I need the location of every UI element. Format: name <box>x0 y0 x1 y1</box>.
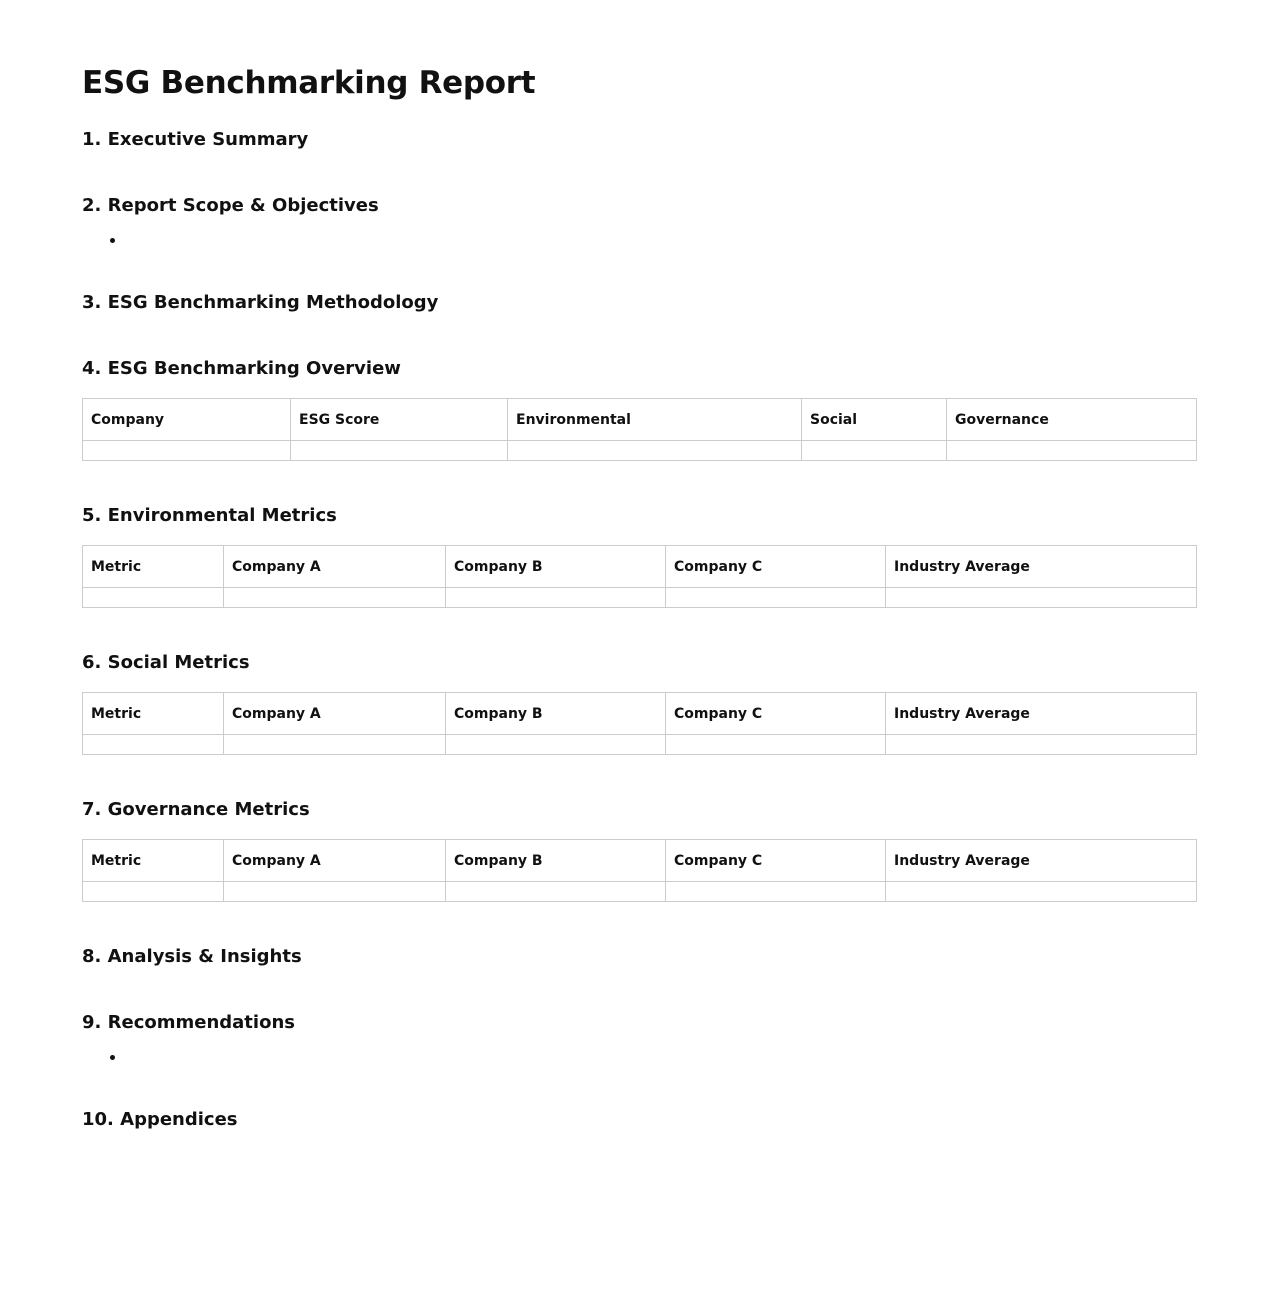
table-cell <box>83 882 224 902</box>
section-heading-environmental: 5. Environmental Metrics <box>82 505 337 526</box>
section-heading-appendices: 10. Appendices <box>82 1109 238 1130</box>
table-cell <box>666 882 886 902</box>
table-header-row <box>83 840 1197 882</box>
governance-metrics-table <box>82 839 1197 902</box>
table-cell <box>83 588 224 608</box>
column-header: Environmental <box>508 399 802 441</box>
column-header: Company B <box>446 840 666 882</box>
table-header-row <box>83 546 1197 588</box>
column-header: Company <box>83 399 291 441</box>
table-cell <box>291 441 508 461</box>
table-row <box>83 882 1197 902</box>
table-cell <box>886 735 1197 755</box>
column-header: Metric <box>83 546 224 588</box>
overview-table <box>82 398 1197 461</box>
section-heading-social: 6. Social Metrics <box>82 652 250 673</box>
table-cell <box>224 882 446 902</box>
list-item <box>127 1050 1196 1066</box>
column-header: Company A <box>224 693 446 735</box>
table-row <box>83 735 1197 755</box>
section-heading-executive-summary: 1. Executive Summary <box>82 129 309 150</box>
table-cell <box>446 588 666 608</box>
table-header-row <box>83 399 1197 441</box>
column-header: Company A <box>224 840 446 882</box>
column-header: Industry Average <box>886 693 1197 735</box>
table-cell <box>224 735 446 755</box>
column-header: Metric <box>83 840 224 882</box>
section-heading-recommendations: 9. Recommendations <box>82 1012 295 1033</box>
table-cell <box>83 735 224 755</box>
table-cell <box>224 588 446 608</box>
table-cell <box>802 441 947 461</box>
section-heading-scope: 2. Report Scope & Objectives <box>82 195 379 216</box>
column-header: Industry Average <box>886 546 1197 588</box>
table-cell <box>666 588 886 608</box>
table-cell <box>947 441 1197 461</box>
column-header: Company C <box>666 546 886 588</box>
table-cell <box>83 441 291 461</box>
recommendations-list <box>82 1050 1196 1066</box>
table-cell <box>446 882 666 902</box>
column-header: Company B <box>446 693 666 735</box>
column-header: Social <box>802 399 947 441</box>
table-cell <box>886 588 1197 608</box>
column-header: Company C <box>666 840 886 882</box>
table-cell <box>666 735 886 755</box>
column-header: Company B <box>446 546 666 588</box>
table-row <box>83 441 1197 461</box>
column-header: Governance <box>947 399 1197 441</box>
scope-list <box>82 233 1196 249</box>
table-header-row <box>83 693 1197 735</box>
table-cell <box>446 735 666 755</box>
section-heading-governance: 7. Governance Metrics <box>82 799 310 820</box>
social-metrics-table <box>82 692 1197 755</box>
section-heading-methodology: 3. ESG Benchmarking Methodology <box>82 292 439 313</box>
column-header: Company A <box>224 546 446 588</box>
list-item <box>127 233 1196 249</box>
table-cell <box>508 441 802 461</box>
section-heading-analysis: 8. Analysis & Insights <box>82 946 302 967</box>
column-header: ESG Score <box>291 399 508 441</box>
table-cell <box>886 882 1197 902</box>
page-title: ESG Benchmarking Report <box>82 65 536 101</box>
environmental-metrics-table <box>82 545 1197 608</box>
column-header: Company C <box>666 693 886 735</box>
column-header: Metric <box>83 693 224 735</box>
section-heading-overview: 4. ESG Benchmarking Overview <box>82 358 401 379</box>
column-header: Industry Average <box>886 840 1197 882</box>
table-row <box>83 588 1197 608</box>
